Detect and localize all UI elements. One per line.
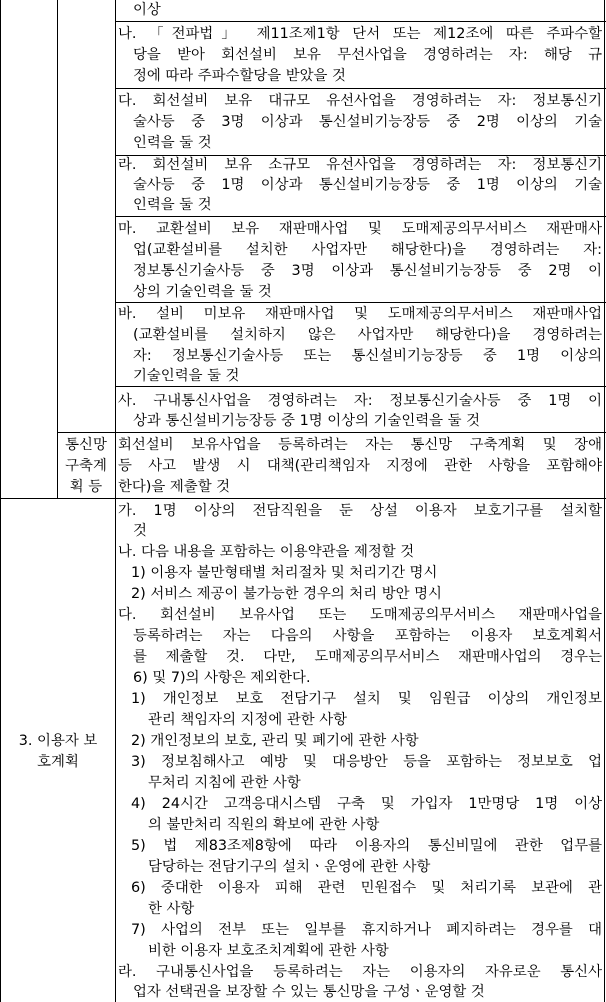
item-line: 정보통신기술사등 중 3명 이상과 통신설비기능장등 중 2명 이: [133, 263, 602, 279]
row-rule: [115, 302, 606, 303]
item-line: 업(교환설비를 설치한 사업자만 해당한다)을 경영하려는 자:: [133, 242, 602, 258]
column-rule: [57, 0, 58, 499]
content-line: 한 사항: [148, 901, 195, 917]
content-line: 회선설비 보유사업을 등록하려는 자는 통신망 구축계획 및 장애: [118, 437, 602, 453]
item-line: 바. 설비 미보유 재판매사업 및 도매제공의무서비스 재판매사업: [118, 306, 602, 322]
item-line: 인력을 둘 것: [133, 197, 212, 213]
item-line: 인력을 둘 것: [133, 135, 212, 151]
row-rule: [115, 88, 606, 89]
item-line: 라. 회선설비 보유 소규모 유선사업을 경영하려는 자: 정보통신기: [118, 157, 602, 173]
content-line: 6) 중대한 이용자 피해 관련 민원접수 및 처리기록 보관에 관: [131, 880, 602, 896]
item-line: 마. 교환설비 보유 재판매사업 및 도매제공의무서비스 재판매사: [118, 221, 602, 237]
row-rule: [115, 21, 606, 22]
item-line: 당을 받아 회선설비 보유 무선사업을 경영하려는 자: 해당 규: [133, 47, 602, 63]
item-line: 술사등 중 3명 이상과 통신설비기능장등 중 2명 이상의 기술: [133, 114, 602, 130]
item-line: 술사등 중 1명 이상과 통신설비기능장등 중 1명 이상의 기술: [133, 177, 602, 193]
label-line: 호계획: [37, 754, 79, 770]
item-line: 자: 정보통신기술사등 또는 통신설비기능장등 중 1명 이상의: [133, 348, 602, 364]
item-line: (교환설비를 설치하지 않은 사업자만 해당한다)을 경영하려는: [133, 327, 602, 343]
content-line: 의 불만처리 직원의 확보에 관한 사항: [148, 817, 380, 833]
content-line: 2) 서비스 제공이 불가능한 경우의 처리 방안 명시: [131, 586, 442, 602]
content-line: 1) 개인정보 보호 전담기구 설치 및 임원급 이상의 개인정보: [131, 691, 602, 707]
content-line: 담당하는 전담기구의 설치ㆍ운영에 관한 사항: [148, 859, 431, 875]
item-line: 상의 기술인력을 둘 것: [133, 284, 272, 300]
content-line: 1) 이용자 불만형태별 처리절차 및 처리기간 명시: [131, 565, 438, 581]
content-line: 등록하려는 자는 다음의 사항을 포함하는 이용자 보호계획서: [133, 628, 602, 644]
item-line: 다. 회선설비 보유 대규모 유선사업을 경영하려는 자: 정보통신기: [118, 93, 602, 109]
column-rule: [115, 0, 116, 1002]
content-line: 등 사고 발생 시 대책(관리책임자 지정에 관한 사항을 포함해야: [118, 458, 602, 474]
row-rule: [115, 386, 606, 387]
content-line: 나. 다음 내용을 포함하는 이용약관을 제정할 것: [118, 544, 415, 560]
item-line: 상과 통신설비기능장등 중 1명 이상의 기술인력을 둘 것: [133, 413, 481, 429]
column-rule: [0, 0, 1, 1002]
content-line: 2) 개인정보의 보호, 관리 및 폐기에 관한 사항: [131, 733, 419, 749]
item-line: 기술인력을 둘 것: [133, 368, 240, 384]
label-line: 통신망: [65, 437, 107, 453]
label-line: 획 등: [69, 479, 103, 495]
label-line: 3. 이용자 보: [18, 733, 98, 749]
content-line: 6) 및 7)의 사항은 제외한다.: [133, 670, 311, 686]
content-line: 7) 사업의 전부 또는 일부를 휴지하거나 폐지하려는 경우를 대: [131, 922, 602, 938]
content-line: 5) 법 제83조제8항에 따라 이용자의 통신비밀에 관한 업무를: [131, 838, 602, 854]
item-line: 사. 구내통신사업을 경영하려는 자: 정보통신기술사등 중 1명 이: [118, 393, 602, 409]
content-line: 무처리 지침에 관한 사항: [148, 775, 301, 791]
label-line: 구축계: [65, 458, 107, 474]
row-rule: [0, 498, 606, 499]
content-line: 라. 구내통신사업을 등록하려는 자는 이용자의 자유로운 통신사: [118, 964, 602, 980]
item-line: 나. 「전파법」 제11조제1항 단서 또는 제12조에 따른 주파수할: [118, 26, 602, 42]
content-line: 를 제출할 것. 다만, 도매제공의무서비스 재판매사업의 경우는: [133, 649, 602, 665]
content-line: 가. 1명 이상의 전담직원을 둔 상설 이용자 보호기구를 설치할: [118, 503, 602, 519]
content-line: 3) 정보침해사고 예방 및 대응방안 등을 포함하는 정보보호 업: [131, 754, 602, 770]
content-line: 것: [133, 523, 147, 539]
content-line: 비한 이용자 보호조치계획에 관한 사항: [148, 943, 389, 959]
content-line: 한다)을 제출할 것: [118, 479, 231, 495]
content-line: 다. 회선설비 보유사업 또는 도매제공의무서비스 재판매사업을: [118, 607, 602, 623]
row-rule: [115, 216, 606, 217]
row-rule: [57, 432, 606, 433]
continued-text: 이상: [133, 2, 161, 18]
column-rule: [604, 0, 605, 1002]
content-line: 업자 선택권을 보장할 수 있는 통신망을 구성ㆍ운영할 것: [133, 984, 485, 1000]
content-line: 4) 24시간 고객응대시스템 구축 및 가입자 1만명당 1명 이상: [131, 796, 602, 812]
item-line: 정에 따라 주파수할당을 받았을 것: [133, 68, 346, 84]
content-line: 관리 책임자의 지정에 관한 사항: [148, 712, 348, 728]
